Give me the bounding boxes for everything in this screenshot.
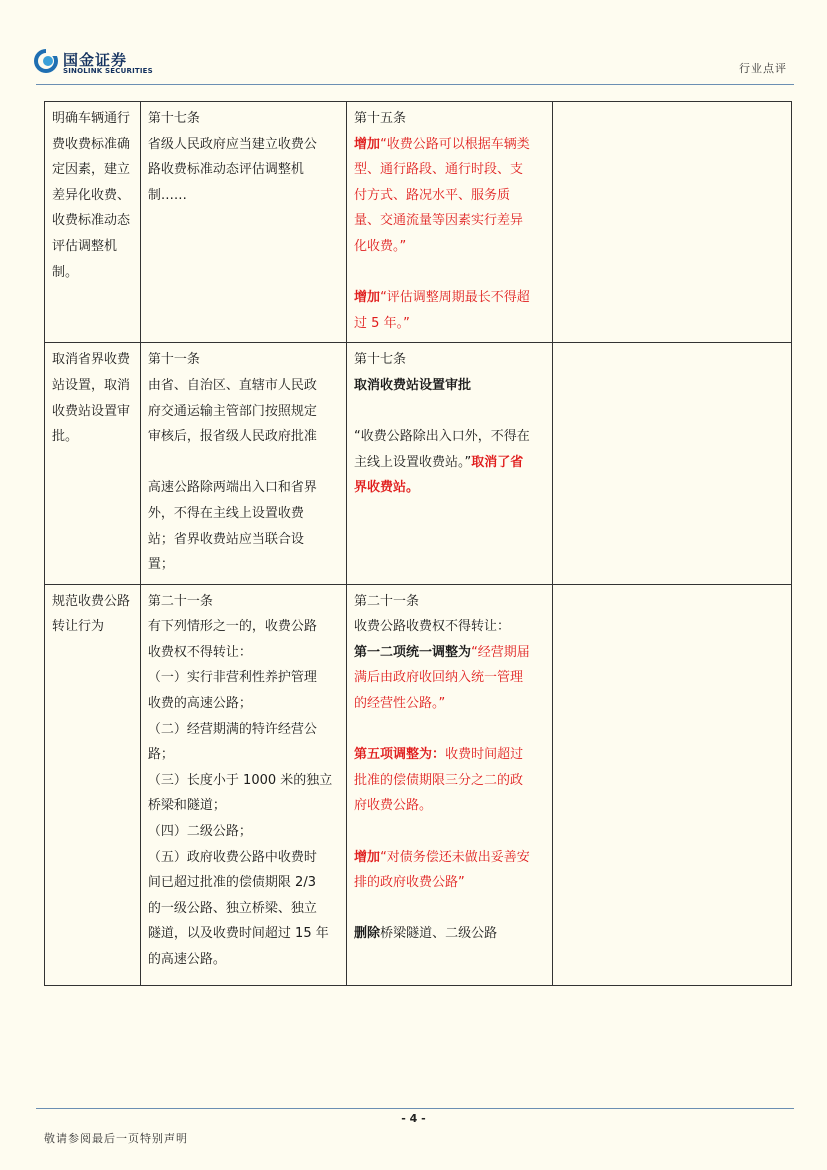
text-line: 增加“评估调整周期最长不得超	[354, 290, 530, 306]
text-line: 站设置，取消	[52, 377, 131, 393]
change-keyword: 取消收费站设置审批	[354, 377, 472, 393]
text-line: 收费权不得转让：	[147, 644, 252, 660]
logo-chinese-name: 国金证券	[63, 51, 128, 69]
text-line: 府交通运输主管部门按照规定	[147, 403, 317, 419]
old-rule-cell	[140, 102, 346, 343]
change-keyword: 增加	[354, 290, 381, 306]
text-line: 第一二项统一调整为“经营期届	[354, 644, 530, 660]
text-line: 批准的偿债期限三分之二的政	[354, 772, 524, 788]
text-line: （四）二级公路；	[147, 824, 252, 840]
text-line: 规范收费公路	[52, 593, 131, 609]
text-line: 站；省界收费站应当联合设	[147, 531, 304, 547]
text-line: 置；	[147, 557, 174, 573]
table-row	[45, 584, 792, 985]
table-row	[45, 102, 792, 343]
old-rule-cell	[140, 343, 346, 584]
text-line: 过 5 年。”	[354, 315, 410, 331]
document-type-label: 行业点评	[739, 62, 787, 75]
change-keyword: 增加	[354, 849, 381, 865]
text-line: 差异化收费、	[52, 187, 131, 203]
regulation-comparison-table	[44, 101, 792, 986]
text-line: （二）经营期满的特许经营公	[147, 721, 317, 737]
change-keyword: 第一二项统一调整为	[354, 644, 472, 660]
text-line: 间已超过批准的偿债期限 2/3	[147, 875, 316, 891]
change-keyword: 第五项调整为：	[354, 747, 446, 763]
text-line: 高速公路除两端出入口和省界	[147, 480, 317, 496]
text-line: 隧道，以及收费时间超过 15 年	[147, 926, 329, 942]
text-line: 府收费公路。	[354, 798, 433, 814]
text-line: “收费公路除出入口外，不得在	[354, 429, 530, 445]
text-line: 化收费。”	[354, 238, 407, 254]
text-line: 的高速公路。	[147, 952, 226, 967]
table-row	[45, 343, 792, 584]
text-line: 取消省界收费	[52, 352, 131, 368]
text-line: 收费的高速公路；	[147, 696, 252, 712]
text-line: （三）长度小于 1000 米的独立	[147, 772, 333, 788]
notes-cell	[553, 102, 792, 343]
change-keyword: 删除	[354, 926, 381, 942]
text-line: 排的政府收费公路”	[354, 875, 465, 891]
sinolink-logo-icon	[33, 48, 59, 74]
new-rule-cell	[347, 102, 553, 343]
text-line: （一）实行非营利性养护管理	[147, 670, 317, 686]
text-line: 由省、自治区、直辖市人民政	[147, 377, 317, 393]
text-line: 删除桥梁隧道、二级公路	[354, 926, 498, 942]
text-line: 评估调整机	[52, 238, 118, 254]
text-line: 收费标准动态	[52, 213, 131, 229]
text-line: 的一级公路、独立桥梁、独立	[147, 900, 317, 916]
change-keyword: 界收费站。	[354, 480, 420, 496]
logo-english-name: SINOLINK SECURITIES	[63, 67, 153, 75]
text-line: 定因素，建立	[52, 162, 131, 178]
text-line: 有下列情形之一的，收费公路	[147, 619, 317, 635]
article-heading: 第十七条	[147, 111, 200, 126]
article-heading: 第十七条	[354, 352, 407, 368]
text-line: 费收费标准确	[52, 136, 131, 152]
text-line: 增加“收费公路可以根据车辆类	[354, 136, 530, 152]
text-line: 明确车辆通行	[52, 111, 131, 126]
notes-cell	[553, 584, 792, 985]
text-line: 外，不得在主线上设置收费	[147, 505, 304, 521]
text-line: 第五项调整为：收费时间超过	[354, 747, 524, 763]
new-rule-cell	[347, 584, 553, 985]
change-keyword: 增加	[354, 136, 381, 152]
text-line: 批。	[52, 429, 79, 445]
new-rule-cell	[347, 343, 553, 584]
topic-cell	[45, 584, 141, 985]
text-line: 转让行为	[52, 619, 105, 635]
article-heading: 第十一条	[147, 352, 200, 368]
page-number: - 4 -	[401, 1112, 426, 1125]
text-line: 增加“对债务偿还未做出妥善安	[354, 849, 530, 865]
text-line: 付方式、路况水平、服务质	[354, 187, 511, 203]
page-header	[0, 0, 827, 86]
article-heading: 第十五条	[354, 111, 407, 126]
text-line: （五）政府收费公路中收费时	[147, 849, 317, 865]
text-line: 制……	[147, 187, 187, 203]
text-line: 满后由政府收回纳入统一管理	[354, 670, 524, 686]
text-line: 路收费标准动态评估调整机	[147, 162, 304, 178]
text-line: 桥梁和隧道；	[147, 798, 226, 814]
article-heading: 第二十一条	[354, 593, 420, 609]
text-line: 收费公路收费权不得转让：	[354, 619, 511, 635]
text-line: 量、交通流量等因素实行差异	[354, 213, 524, 229]
text-line: 主线上设置收费站。”取消了省	[354, 454, 524, 470]
change-keyword: 取消了省	[471, 454, 524, 470]
footer-divider	[36, 1108, 794, 1109]
text-line: 制。	[52, 264, 79, 280]
text-line: 路；	[147, 747, 174, 763]
notes-cell	[553, 343, 792, 584]
text-line: 的经营性公路。”	[354, 696, 446, 712]
header-divider	[36, 84, 794, 85]
old-rule-cell	[140, 584, 346, 985]
text-line: 省级人民政府应当建立收费公	[147, 136, 317, 152]
text-line: 收费站设置审	[52, 403, 131, 419]
disclaimer-note: 敬请参阅最后一页特别声明	[44, 1132, 188, 1145]
text-line: 型、通行路段、通行时段、支	[354, 162, 524, 178]
topic-cell	[45, 343, 141, 584]
text-line: 审核后，报省级人民政府批准	[147, 429, 317, 445]
article-heading: 第二十一条	[147, 593, 213, 609]
topic-cell	[45, 102, 141, 343]
